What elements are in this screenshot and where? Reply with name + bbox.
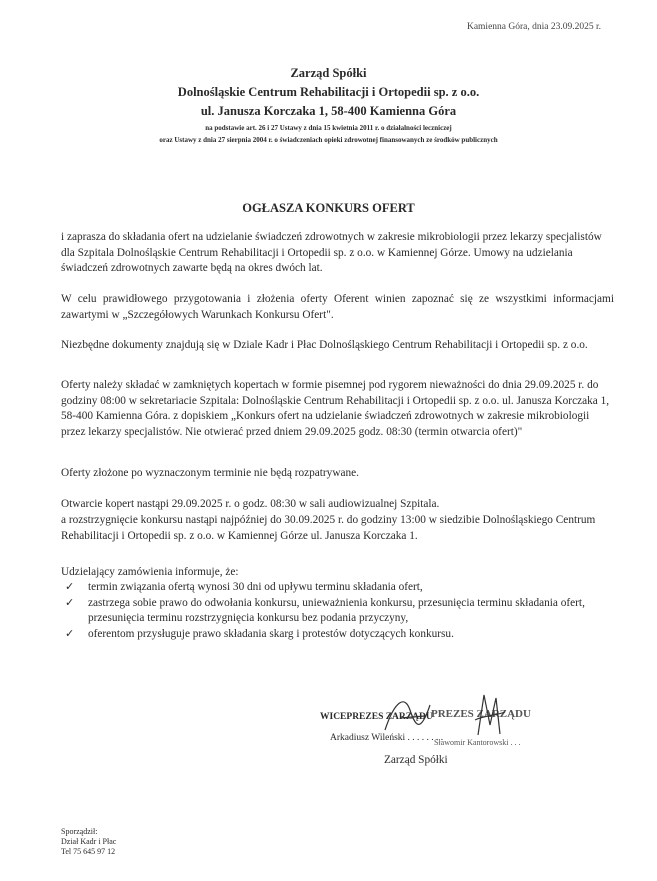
paragraph-information: Udzielający zamówienia informuje, że: [61, 566, 239, 578]
paragraph-resolution: a rozstrzygnięcie konkursu nastąpi najpóźniej do 30.09.2025 r. do godziny 13:00 w siedzibie Dolnośląskiego Centrum Rehabilitacji i Ortopedii sp. z o.o. w Kamiennej Górze ul. Janusza Korczaka 1. [61, 514, 596, 542]
list-item [61, 627, 614, 643]
list-item-text: termin związania ofertą wynosi 30 dni od upływu terminu składania ofert, [88, 581, 423, 593]
vice-president-name: Arkadiusz Wileński . . . . . . . . [330, 733, 444, 743]
paragraph-opening: Otwarcie kopert nastąpi 29.09.2025 r. o godz. 08:30 w sali audiowizualnej Szpitala. [61, 498, 440, 510]
list-item-text: oferentom przysługuje prawo składania skarg i protestów dotyczących konkursu. [88, 627, 454, 640]
document-date: Kamienna Góra, dnia 23.09.2025 r. [466, 22, 601, 32]
list-item [61, 596, 614, 627]
department-label: Dział Kadr i Płac [61, 837, 117, 846]
announcement-title: OGŁASZA KONKURS OFERT [242, 201, 415, 215]
list-item-text: zastrzega sobie prawo do odwołania konkursu, unieważnienia konkursu, przesunięcia terminu składania ofert, przesunięcia terminu rozstrzygnięcia konkursu bez podania przyczyny, [88, 596, 585, 624]
handwritten-signature-icon [470, 690, 510, 740]
list-item [61, 580, 614, 596]
prepared-label: Sporządził: [61, 827, 98, 836]
president-stamp-title: PREZES ZARZĄDU [431, 708, 531, 720]
checkmark-icon: ✓ [65, 596, 75, 609]
paragraph-preparation: W celu prawidłowego przygotowania i złożenia oferty Oferent winien zapoznać się ze wszystkimi informacjami zawartymi w „Szczegółowych Warunkach Konkursu Ofert". [61, 293, 614, 321]
center-name-heading: Dolnośląskie Centrum Rehabilitacji i Ortopedii sp. z o.o. [177, 85, 480, 99]
handwritten-signature-icon [380, 690, 440, 740]
paragraph-late-offers: Oferty złożone po wyznaczonym terminie nie będą rozpatrywane. [61, 467, 359, 479]
phone-label: Tel 75 645 97 12 [61, 847, 116, 856]
vice-president-stamp-title: WICEPREZES ZARZĄDU [320, 712, 433, 722]
company-board-heading: Zarząd Spółki [290, 66, 367, 80]
legal-basis-line-1: na podstawie art. 26 i 27 Ustawy z dnia 15 kwietnia 2011 r. o działalności leczniczej [205, 124, 452, 132]
checkmark-icon: ✓ [65, 627, 75, 640]
paragraph-invitation: i zaprasza do składania ofert na udzielanie świadczeń zdrowotnych w zakresie mikrobiologii przez lekarzy specjalistów dla Szpitala Dolnośląskie Centrum Rehabilitacji i Ortopedii sp. z o.o. w Kamiennej Górze. Umowy na udzielania świadczeń zdrowotnych zawarte będą na okres dwóch lat. [61, 231, 602, 274]
address-heading: ul. Janusza Korczaka 1, 58-400 Kamienna Góra [200, 104, 457, 118]
paragraph-documents: Niezbędne dokumenty znajdują się w Dziale Kadr i Płac Dolnośląskiego Centrum Rehabilitacji i Ortopedii sp. z o.o. [61, 339, 588, 351]
paragraph-submission: Oferty należy składać w zamkniętych kopertach w formie pisemnej pod rygorem nieważności do dnia 29.09.2025 r. do godziny 08:00 w sekretariacie Szpitala: Dolnośląskie Centrum Rehabilitacji i Ortopedii sp. z o.o. ul. Janusza Korczaka 1, 58-400 Kamienna Góra. z dopiskiem „Konkurs ofert na udzielanie świadczeń zdrowotnych w zakresie mikrobiologii przez lekarzy specjalistów. Nie otwierać przed dniem 29.09.2025 godz. 08:30 (termin otwarcia ofert)" [61, 379, 610, 438]
checkmark-icon: ✓ [65, 581, 75, 593]
legal-basis-line-2: oraz Ustawy z dnia 27 sierpnia 2004 r. o świadczeniach opieki zdrowotnej finansowanych ze środków publicznych [159, 136, 498, 144]
prepared-by-footer [61, 827, 116, 857]
president-name: Sławomir Kantorowski . . . [434, 738, 521, 747]
board-signature-label: Zarząd Spółki [384, 754, 448, 766]
conditions-list [61, 580, 614, 642]
